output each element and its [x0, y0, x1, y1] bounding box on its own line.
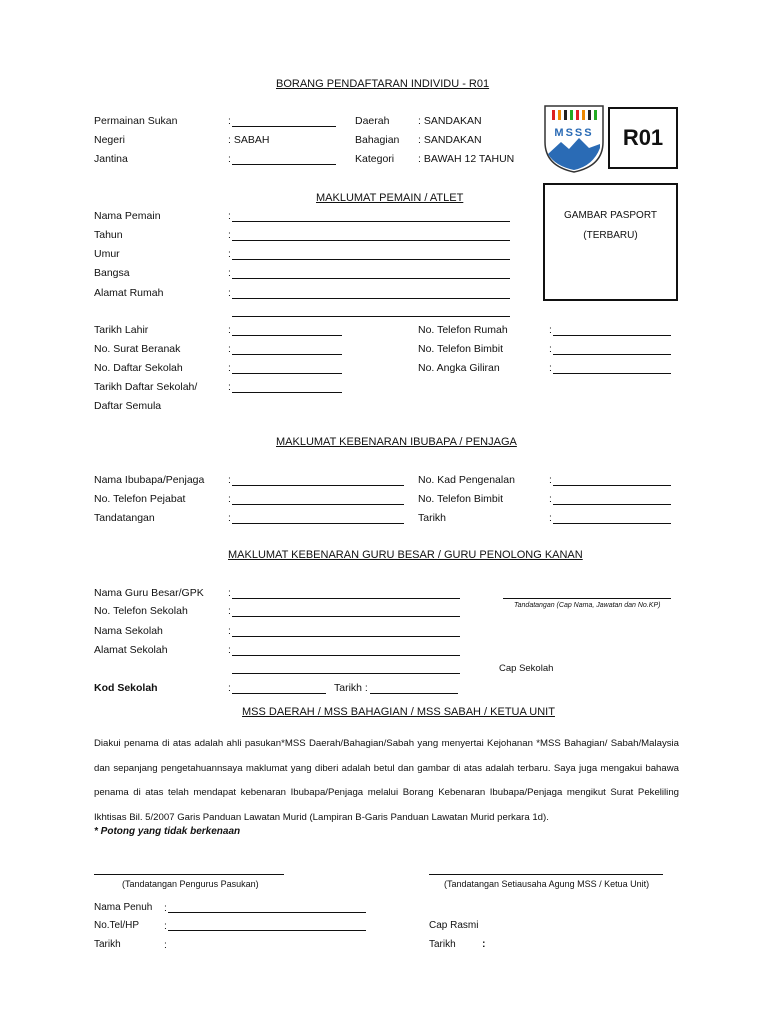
nama-ibubapa-field[interactable] [232, 485, 404, 486]
tarikh-daftar-label: Tarikh Daftar Sekolah/ [94, 381, 198, 393]
colon: : [549, 474, 552, 486]
surat-beranak-field[interactable] [232, 354, 342, 355]
alamat-rumah-field[interactable] [232, 298, 510, 299]
guru-tarikh-label: Tarikh : [334, 682, 368, 694]
form-code: R01 [622, 125, 664, 150]
logo-text: MSSS [554, 127, 594, 139]
form-code-box [608, 107, 678, 169]
tarikh-daftar-field[interactable] [232, 392, 342, 393]
colon: : [549, 324, 552, 336]
ibubapa-tel-bimbit-label: No. Telefon Bimbit [418, 493, 504, 505]
nama-ibubapa-label: Nama Ibubapa/Penjaga [94, 474, 205, 486]
tarikh-lahir-label: Tarikh Lahir [94, 324, 149, 336]
colon: : [228, 512, 231, 524]
guru-tandatangan-field[interactable] [503, 598, 671, 599]
guru-heading: MAKLUMAT KEBENARAN GURU BESAR / GURU PENOLONG KANAN [228, 549, 583, 561]
permainan-field[interactable] [232, 126, 336, 127]
photo-label-1: GAMBAR PASPORT [564, 210, 657, 221]
tel-pejabat-label: No. Telefon Pejabat [94, 493, 186, 505]
colon: : [549, 343, 552, 355]
permainan-colon: : [228, 115, 231, 127]
colon: : [164, 939, 167, 951]
potong-note: * Potong yang tidak berkenaan [94, 826, 241, 837]
daftar-sekolah-field[interactable] [232, 373, 342, 374]
daftar-sekolah-label: No. Daftar Sekolah [94, 362, 183, 374]
alamat-rumah-field-2[interactable] [232, 316, 510, 317]
colon: : [228, 267, 231, 279]
tel-bimbit-field[interactable] [553, 354, 671, 355]
colon: : [482, 938, 486, 950]
daerah-value: : SANDAKAN [418, 115, 482, 127]
tel-hp-label: No.Tel/HP [94, 920, 140, 931]
colon: : [228, 682, 231, 694]
nama-sekolah-field[interactable] [232, 636, 460, 637]
alamat-rumah-label: Alamat Rumah [94, 287, 164, 299]
umur-field[interactable] [232, 259, 510, 260]
sig-right-label: (Tandatangan Setiausaha Agung MSS / Ketua Unit) [444, 879, 650, 889]
photo-label-2: (TERBARU) [583, 230, 638, 241]
pengurus-signature-field[interactable] [94, 874, 284, 875]
nama-sekolah-label: Nama Sekolah [94, 625, 163, 637]
nama-guru-field[interactable] [232, 598, 460, 599]
angka-giliran-label: No. Angka Giliran [418, 362, 500, 374]
tandatangan-label: Tandatangan [94, 512, 155, 524]
colon: : [228, 587, 231, 599]
colon: : [228, 625, 231, 637]
nama-penuh-field[interactable] [168, 912, 366, 913]
bahagian-value: : SANDAKAN [418, 134, 482, 146]
jantina-field[interactable] [232, 164, 336, 165]
sig-left-label: (Tandatangan Pengurus Pasukan) [122, 879, 259, 889]
angka-giliran-field[interactable] [553, 373, 671, 374]
msss-logo [543, 104, 605, 174]
bangsa-label: Bangsa [94, 267, 130, 279]
colon: : [228, 362, 231, 374]
alamat-sekolah-field-2[interactable] [232, 673, 460, 674]
mss-paragraph: Diakui penama di atas adalah ahli pasukan*MSS Daerah/Bahagian/Sabah yang menyertai Kejohanan *MSS Bahagian/ Sabah/Malaysia dan sepanjang pengetahuannsaya maklumat yang diberi adalah betul dan gambar di atas adalah terbaru. Saya juga mengakui bahawa penama di atas telah mendapat kebenaran Ibubapa/Penjaga melalui Borang Kebenaran Ibubapa/Penjaga mengikut Surat Pekeliling Ikhtisas Bil. 5/2007 Garis Panduan Lawatan Murid (Lampiran B-Garis Panduan Lawatan Murid perkara 1d). [94, 738, 679, 823]
tel-bimbit-label: No. Telefon Bimbit [418, 343, 504, 355]
kad-pengenalan-field[interactable] [553, 485, 671, 486]
colon: : [228, 287, 231, 299]
tandatangan-field[interactable] [232, 523, 404, 524]
colon: : [228, 343, 231, 355]
bahagian-label: Bahagian [355, 134, 400, 146]
colon: : [228, 324, 231, 336]
tel-rumah-label: No. Telefon Rumah [418, 324, 508, 336]
alamat-sekolah-label: Alamat Sekolah [94, 644, 168, 656]
jantina-colon: : [228, 153, 231, 165]
tel-sekolah-field[interactable] [232, 616, 460, 617]
nama-pemain-label: Nama Pemain [94, 210, 161, 222]
kategori-value: : BAWAH 12 TAHUN [418, 153, 515, 165]
tarikh-lahir-field[interactable] [232, 335, 342, 336]
mss-tarikh-label: Tarikh [94, 939, 121, 950]
tandatangan-note: Tandatangan (Cap Nama, Jawatan dan No.KP) [514, 602, 661, 609]
daftar-semula-label: Daftar Semula [94, 400, 162, 412]
colon: : [228, 229, 231, 241]
surat-beranak-label: No. Surat Beranak [94, 343, 181, 355]
alamat-sekolah-field[interactable] [232, 655, 460, 656]
kod-sekolah-label: Kod Sekolah [94, 682, 158, 694]
colon: : [228, 248, 231, 260]
bangsa-field[interactable] [232, 278, 510, 279]
guru-tarikh-field[interactable] [370, 693, 458, 694]
mss-tarikh-right-label: Tarikh [429, 939, 456, 950]
tel-sekolah-label: No. Telefon Sekolah [94, 605, 188, 617]
daerah-label: Daerah [355, 115, 390, 127]
tel-hp-field[interactable] [168, 930, 366, 931]
nama-penuh-label: Nama Penuh [94, 902, 153, 913]
mss-heading: MSS DAERAH / MSS BAHAGIAN / MSS SABAH / KETUA UNIT [242, 706, 555, 718]
cap-sekolah-label: Cap Sekolah [499, 663, 554, 674]
kod-sekolah-field[interactable] [232, 693, 326, 694]
colon: : [228, 210, 231, 222]
colon: : [549, 512, 552, 524]
pemain-heading: MAKLUMAT PEMAIN / ATLET [316, 192, 464, 204]
ibubapa-heading: MAKLUMAT KEBENARAN IBUBAPA / PENJAGA [276, 436, 517, 448]
colon: : [549, 362, 552, 374]
negeri-value: : SABAH [228, 134, 270, 146]
colon: : [228, 644, 231, 656]
cap-rasmi-label: Cap Rasmi [429, 920, 479, 931]
ibubapa-tel-bimbit-field[interactable] [553, 504, 671, 505]
tahun-label: Tahun [94, 229, 123, 241]
colon: : [228, 381, 231, 393]
tahun-field[interactable] [232, 240, 510, 241]
permainan-label: Permainan Sukan [94, 115, 178, 127]
colon: : [164, 902, 167, 914]
negeri-label: Negeri [94, 134, 125, 146]
colon: : [228, 474, 231, 486]
nama-pemain-field[interactable] [232, 221, 510, 222]
passport-photo-box[interactable] [543, 183, 678, 301]
umur-label: Umur [94, 248, 120, 260]
tel-rumah-field[interactable] [553, 335, 671, 336]
kategori-label: Kategori [355, 153, 395, 165]
form-title: BORANG PENDAFTARAN INDIVIDU - R01 [276, 78, 490, 90]
ibubapa-tarikh-label: Tarikh [418, 512, 447, 524]
tel-pejabat-field[interactable] [232, 504, 404, 505]
colon: : [228, 493, 231, 505]
colon: : [164, 920, 167, 932]
ibubapa-tarikh-field[interactable] [553, 523, 671, 524]
setiausaha-signature-field[interactable] [429, 874, 663, 875]
jantina-label: Jantina [94, 153, 128, 165]
colon: : [549, 493, 552, 505]
kad-pengenalan-label: No. Kad Pengenalan [418, 474, 515, 486]
colon: : [228, 605, 231, 617]
nama-guru-label: Nama Guru Besar/GPK [94, 587, 204, 599]
